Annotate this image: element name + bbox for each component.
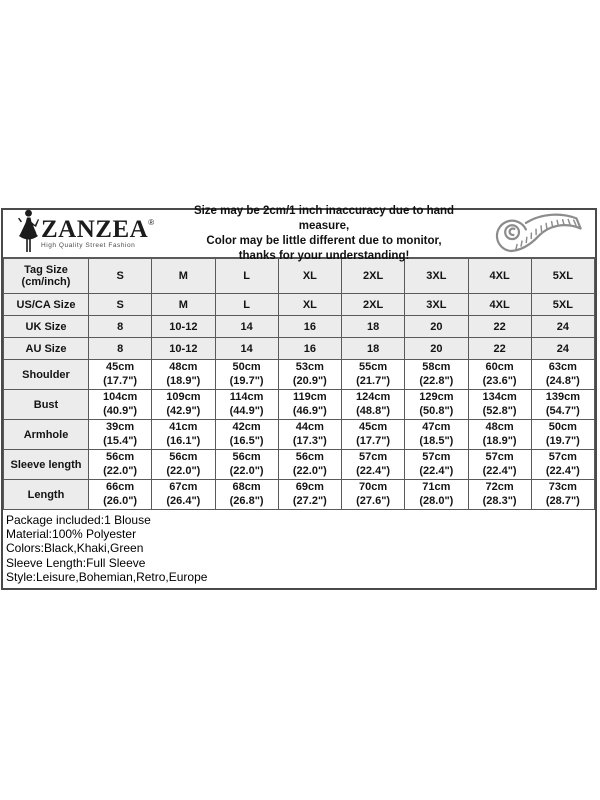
measurement-inch: (44.9"): [229, 404, 264, 417]
measurement-cell: [215, 480, 278, 510]
measurement-cell: [278, 450, 341, 480]
measurement-row: [4, 420, 595, 450]
measurement-inch: (48.8"): [356, 404, 391, 417]
measurement-cm: 71cm: [422, 481, 451, 493]
measurement-inch: (22.4"): [482, 464, 517, 477]
size-cell: 24: [531, 316, 594, 338]
measurement-cell: [531, 450, 594, 480]
measurement-inch: (22.0"): [166, 464, 201, 477]
measurement-inch: (15.4"): [103, 434, 138, 447]
measurement-cm: 60cm: [485, 361, 514, 373]
row-label: Bust: [4, 390, 89, 420]
measurement-cell: [468, 480, 531, 510]
measurement-cell: [278, 420, 341, 450]
measurement-cm: 56cm: [295, 451, 324, 463]
size-cell: 3XL: [405, 259, 468, 294]
size-cell: 4XL: [468, 259, 531, 294]
product-info-line: Material:100% Polyester: [6, 527, 137, 542]
measurement-cell: [531, 420, 594, 450]
product-info-line: Sleeve Length:Full Sleeve: [6, 555, 146, 570]
measurement-inch: (26.8"): [229, 494, 264, 507]
measuring-tape-icon: [477, 211, 595, 257]
measurement-cell: [405, 360, 468, 390]
size-cell: 20: [405, 338, 468, 360]
sheet-header: [3, 204, 595, 262]
size-cell: 22: [468, 316, 531, 338]
measurement-cell: [152, 360, 215, 390]
size-row: [4, 294, 595, 316]
measurement-cell: [215, 390, 278, 420]
size-cell: XL: [278, 259, 341, 294]
row-label: Length: [4, 480, 89, 510]
measurement-cm: 68cm: [232, 481, 261, 493]
measurement-cell: [278, 480, 341, 510]
measurement-cm: 57cm: [485, 451, 514, 463]
measurement-cm: 139cm: [545, 391, 580, 403]
measurement-cell: [468, 360, 531, 390]
size-cell: 3XL: [405, 294, 468, 316]
size-row: [4, 259, 595, 294]
measurement-inch: (18.5"): [419, 434, 454, 447]
measurement-inch: (18.9"): [166, 374, 201, 387]
size-cell: 14: [215, 338, 278, 360]
size-cell: 10-12: [152, 338, 215, 360]
measurement-inch: (40.9"): [103, 404, 138, 417]
row-label: Sleeve length: [4, 450, 89, 480]
row-label: UK Size: [4, 316, 89, 338]
measurement-inch: (22.4"): [419, 464, 454, 477]
measurement-inch: (17.3"): [292, 434, 327, 447]
size-table-body: [4, 259, 595, 510]
measurement-inch: (18.9"): [482, 434, 517, 447]
measurement-cm: 109cm: [166, 391, 201, 403]
measurement-cell: [468, 450, 531, 480]
measurement-cm: 114cm: [229, 391, 264, 403]
measurement-cm: 57cm: [359, 451, 388, 463]
measurement-cm: 56cm: [232, 451, 261, 463]
measurement-inch: (22.0"): [292, 464, 327, 477]
measurement-cm: 47cm: [422, 421, 451, 433]
size-cell: M: [152, 294, 215, 316]
measurement-inch: (28.3"): [482, 494, 517, 507]
size-cell: 2XL: [342, 259, 405, 294]
measurement-inch: (23.6"): [482, 374, 517, 387]
measurement-inch: (17.7"): [103, 374, 138, 387]
measurement-inch: (54.7"): [545, 404, 580, 417]
measurement-inch: (27.2"): [292, 494, 327, 507]
measurement-cell: [468, 390, 531, 420]
measurement-inch: (22.0"): [229, 464, 264, 477]
measurement-cm: 134cm: [482, 391, 517, 403]
size-cell: 24: [531, 338, 594, 360]
measurement-cell: [342, 480, 405, 510]
size-cell: L: [215, 259, 278, 294]
measurement-inch: (22.4"): [545, 464, 580, 477]
measurement-cm: 45cm: [359, 421, 388, 433]
size-cell: 18: [342, 316, 405, 338]
measurement-cm: 70cm: [359, 481, 388, 493]
measurement-cm: 67cm: [169, 481, 198, 493]
measurement-cell: [342, 450, 405, 480]
disclaimer-line-3: thanks for your understanding!: [238, 249, 410, 262]
measurement-inch: (22.8"): [419, 374, 454, 387]
measurement-cell: [215, 450, 278, 480]
measurement-cm: 41cm: [169, 421, 198, 433]
size-cell: 8: [89, 316, 152, 338]
measurement-inch: (28.7"): [545, 494, 580, 507]
product-info-line: Colors:Black,Khaki,Green: [6, 541, 144, 556]
measurement-cm: 56cm: [106, 451, 135, 463]
size-cell: 16: [278, 338, 341, 360]
measurement-cell: [89, 450, 152, 480]
measurement-cell: [89, 480, 152, 510]
measurement-cell: [468, 420, 531, 450]
disclaimer-line-2: Color may be little different due to monitor,: [206, 234, 442, 247]
measurement-cell: [405, 420, 468, 450]
measurement-cm: 124cm: [355, 391, 391, 403]
measurement-cm: 72cm: [485, 481, 514, 493]
product-info-line: Style:Leisure,Bohemian,Retro,Europe: [6, 569, 208, 584]
measurement-cell: [342, 420, 405, 450]
measurement-cm: 53cm: [295, 361, 324, 373]
measurement-cm: 45cm: [106, 361, 135, 373]
measurement-cm: 48cm: [169, 361, 198, 373]
measurement-cell: [215, 420, 278, 450]
measurement-inch: (19.7"): [229, 374, 264, 387]
measurement-cell: [342, 390, 405, 420]
brand-text: [41, 218, 154, 249]
measurement-inch: (19.7"): [545, 434, 580, 447]
measurement-inch: (21.7"): [356, 374, 391, 387]
size-cell: 4XL: [468, 294, 531, 316]
measurement-cm: 57cm: [548, 451, 577, 463]
measurement-inch: (46.9"): [292, 404, 327, 417]
measurement-inch: (22.0"): [103, 464, 138, 477]
measurement-cm: 73cm: [548, 481, 577, 493]
size-cell: 8: [89, 338, 152, 360]
size-row: [4, 316, 595, 338]
registered-mark: ®: [148, 218, 155, 227]
measurement-cell: [531, 390, 594, 420]
row-label: US/CA Size: [4, 294, 89, 316]
measurement-cell: [405, 480, 468, 510]
row-label: AU Size: [4, 338, 89, 360]
size-cell: 20: [405, 316, 468, 338]
measurement-inch: (50.8"): [419, 404, 454, 417]
measurement-inch: (26.4"): [166, 494, 201, 507]
disclaimer-line-1: Size may be 2cm/1 inch inaccuracy due to hand measure,: [193, 204, 455, 232]
measurement-cell: [215, 360, 278, 390]
measurement-inch: (22.4"): [356, 464, 391, 477]
measurement-cell: [342, 360, 405, 390]
measurement-cm: 56cm: [169, 451, 198, 463]
measurement-cm: 50cm: [548, 421, 577, 433]
size-cell: 14: [215, 316, 278, 338]
size-cell: 5XL: [531, 294, 594, 316]
brand-logo: [3, 209, 171, 258]
measurement-cell: [531, 360, 594, 390]
measurement-cm: 39cm: [106, 421, 135, 433]
measurement-cm: 42cm: [232, 421, 261, 433]
measurement-cell: [152, 420, 215, 450]
measurement-cm: 44cm: [295, 421, 324, 433]
measurement-cell: [152, 390, 215, 420]
measurement-cell: [89, 420, 152, 450]
product-info-line: Package included:1 Blouse: [6, 513, 151, 527]
measurement-cell: [278, 390, 341, 420]
measurement-cell: [405, 450, 468, 480]
measurement-inch: (42.9"): [166, 404, 201, 417]
measurement-row: [4, 390, 595, 420]
size-chart-sheet: [1, 204, 597, 590]
measurement-inch: (28.0"): [419, 494, 454, 507]
brand-tagline: High Quality Street Fashion: [41, 242, 136, 249]
measurement-cell: [531, 480, 594, 510]
measurement-row: [4, 450, 595, 480]
measurement-cm: 119cm: [293, 391, 327, 403]
measurement-inch: (26.0"): [103, 494, 138, 507]
measurement-cell: [405, 390, 468, 420]
measurement-inch: (20.9"): [292, 374, 327, 387]
measurement-cm: 129cm: [419, 391, 454, 403]
size-cell: XL: [278, 294, 341, 316]
measurement-cm: 48cm: [485, 421, 514, 433]
measurement-row: [4, 360, 595, 390]
measurement-cm: 57cm: [422, 451, 451, 463]
row-label: Shoulder: [4, 360, 89, 390]
size-table: [3, 258, 595, 510]
size-cell: 5XL: [531, 259, 594, 294]
disclaimer-text: [171, 204, 477, 264]
brand-name: ZANZEA: [41, 216, 149, 243]
measurement-cm: 63cm: [548, 361, 577, 373]
measurement-inch: (16.5"): [229, 434, 264, 447]
measurement-inch: (27.6"): [356, 494, 391, 507]
measurement-cell: [278, 360, 341, 390]
measurement-inch: (17.7"): [356, 434, 391, 447]
measurement-cm: 50cm: [232, 361, 261, 373]
size-cell: 18: [342, 338, 405, 360]
measurement-cm: 104cm: [102, 391, 138, 403]
row-label: Tag Size (cm/inch): [4, 259, 89, 294]
size-cell: 10-12: [152, 316, 215, 338]
size-cell: S: [89, 294, 152, 316]
size-cell: 2XL: [342, 294, 405, 316]
measurement-cell: [89, 390, 152, 420]
measurement-inch: (24.8"): [545, 374, 580, 387]
product-info-box: [3, 510, 595, 588]
measurement-inch: (16.1"): [166, 434, 201, 447]
measurement-cm: 69cm: [295, 481, 324, 493]
measurement-cell: [152, 480, 215, 510]
measurement-cell: [152, 450, 215, 480]
measurement-row: [4, 480, 595, 510]
measurement-inch: (52.8"): [482, 404, 517, 417]
measurement-cell: [89, 360, 152, 390]
size-row: [4, 338, 595, 360]
size-cell: 16: [278, 316, 341, 338]
size-cell: M: [152, 259, 215, 294]
measurement-cm: 55cm: [359, 361, 388, 373]
woman-silhouette-icon: [15, 209, 39, 258]
size-cell: S: [89, 259, 152, 294]
row-label: Armhole: [4, 420, 89, 450]
measurement-cm: 66cm: [106, 481, 135, 493]
size-cell: L: [215, 294, 278, 316]
measurement-cm: 58cm: [422, 361, 451, 373]
size-cell: 22: [468, 338, 531, 360]
